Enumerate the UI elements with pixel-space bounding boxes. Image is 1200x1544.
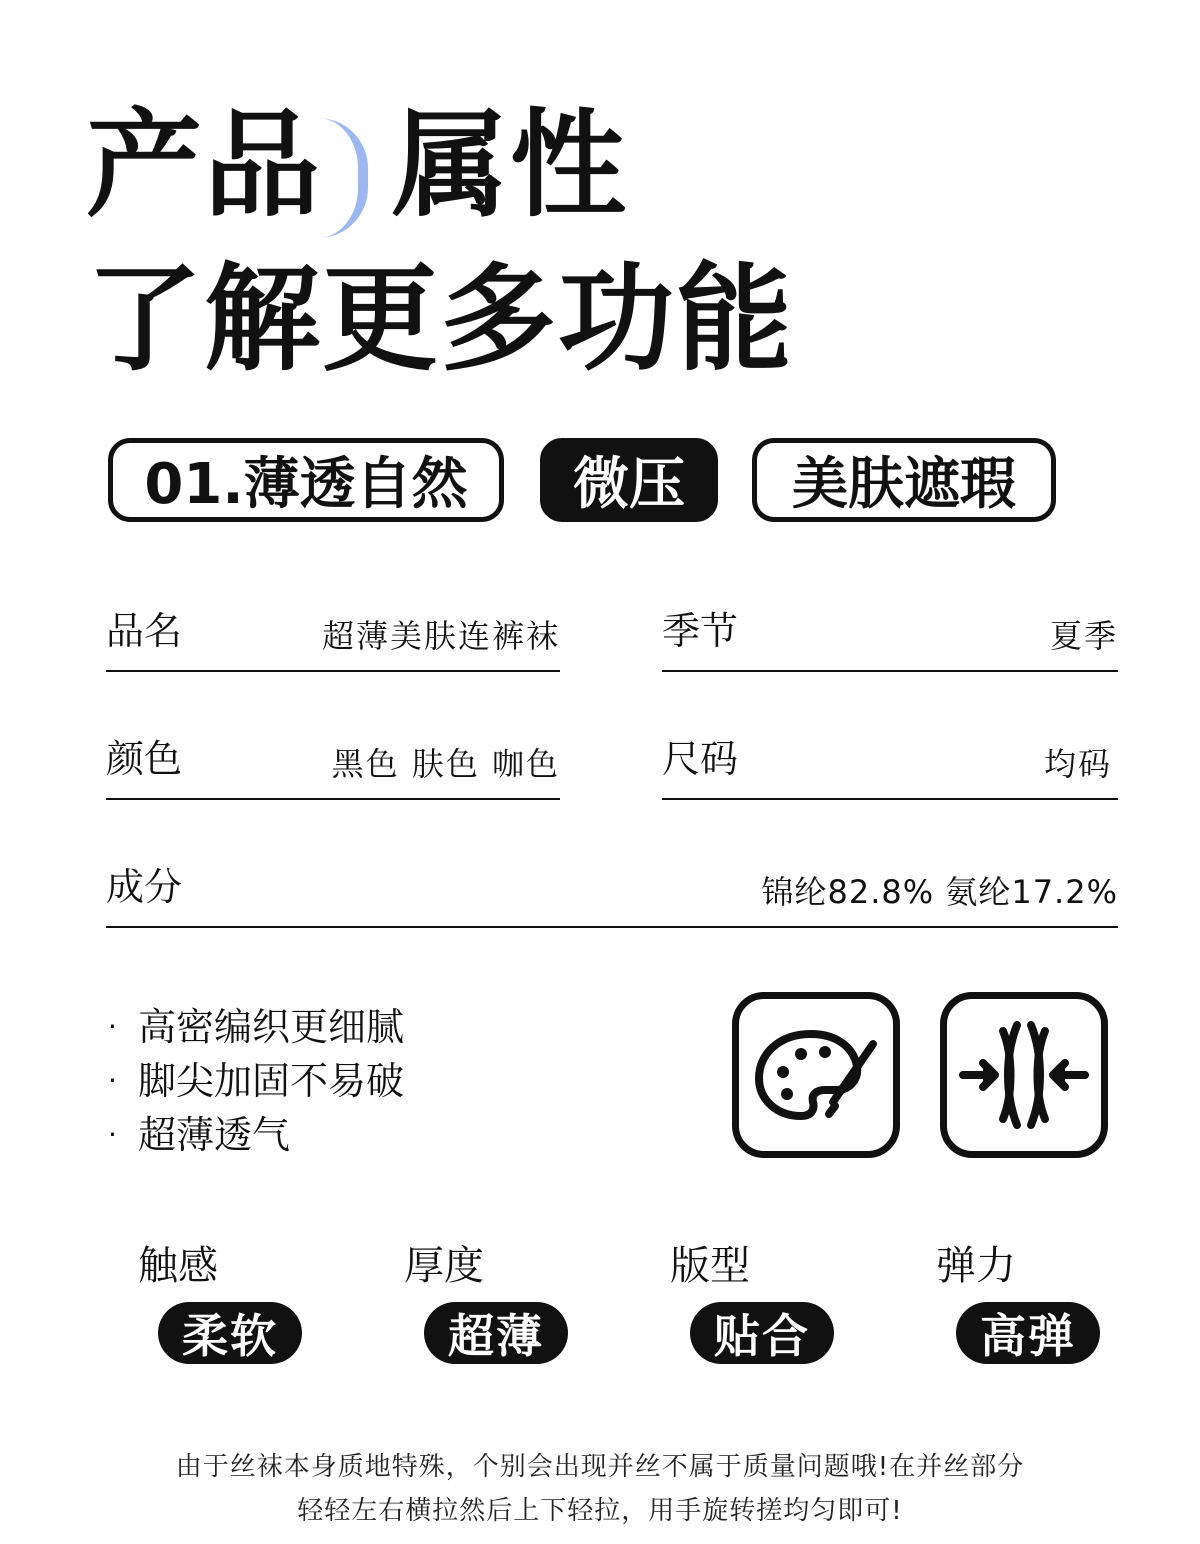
divider bbox=[662, 798, 1118, 800]
tab-thin-natural[interactable]: 01.薄透自然 bbox=[108, 438, 504, 522]
title-right: 属性 bbox=[392, 98, 628, 233]
spec-season-value: 夏季 bbox=[1049, 617, 1118, 655]
spec-name-label: 品名 bbox=[106, 609, 183, 653]
divider bbox=[662, 670, 1118, 672]
divider bbox=[106, 926, 1118, 928]
divider bbox=[106, 670, 560, 672]
care-note-line2: 轻轻左右横拉然后上下轻拉，用手旋转搓均匀即可! bbox=[297, 1496, 903, 1526]
spec-material-label: 成分 bbox=[106, 865, 183, 909]
spec-name-value: 超薄美肤连裤袜 bbox=[321, 617, 560, 655]
care-note-line1: 由于丝袜本身质地特殊，个别会出现并丝不属于质量问题哦!在并丝部分 bbox=[175, 1452, 1025, 1482]
divider bbox=[106, 798, 560, 800]
spec-size-label: 尺码 bbox=[662, 737, 739, 781]
compress-arrows-icon bbox=[940, 992, 1108, 1158]
feature-elastic-value: 高弹 bbox=[956, 1302, 1100, 1364]
spec-size-value: 均码 bbox=[1043, 745, 1112, 783]
list-item: · 高密编织更细腻 bbox=[108, 1005, 405, 1049]
tab-skin-concealer[interactable]: 美肤遮瑕 bbox=[752, 438, 1056, 522]
spec-color-label: 颜色 bbox=[106, 737, 183, 781]
spec-season-label: 季节 bbox=[662, 609, 739, 653]
feature-fit-value: 贴合 bbox=[690, 1302, 834, 1364]
spec-material-value: 锦纶82.8% 氨纶17.2% bbox=[761, 873, 1118, 911]
feature-bullets bbox=[108, 1000, 404, 1162]
spec-color-value: 黑色 肤色 咖色 bbox=[331, 745, 560, 783]
list-item: · 超薄透气 bbox=[108, 1113, 291, 1157]
feature-fit-label: 版型 bbox=[670, 1243, 750, 1289]
tab-light-pressure[interactable]: 微压 bbox=[540, 438, 718, 522]
feature-touch-label: 触感 bbox=[138, 1243, 218, 1289]
subtitle: 了解更多功能 bbox=[86, 252, 794, 387]
title-left: 产品 bbox=[86, 98, 322, 233]
feature-touch-value: 柔软 bbox=[158, 1302, 302, 1364]
accent-bracket bbox=[318, 118, 368, 238]
palette-icon bbox=[732, 992, 900, 1158]
feature-thickness-label: 厚度 bbox=[404, 1243, 484, 1289]
list-item: · 脚尖加固不易破 bbox=[108, 1059, 405, 1103]
feature-elastic-label: 弹力 bbox=[936, 1243, 1016, 1289]
feature-thickness-value: 超薄 bbox=[424, 1302, 568, 1364]
